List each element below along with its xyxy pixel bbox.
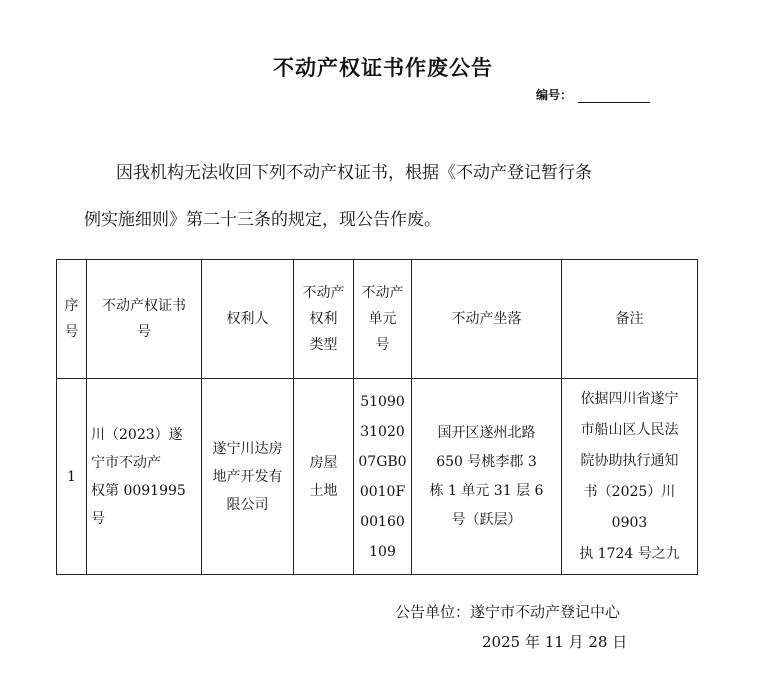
cell-unit-no: 51090 31020 07GB0 0010F 00160 109: [354, 379, 412, 575]
document-number-blank: [578, 90, 650, 103]
body-line-2: 例实施细则》第二十三条的规定，现公告作废。: [84, 210, 441, 230]
header-cert-no: 不动产权证书 号: [87, 260, 202, 379]
cell-cert-no: 川（2023）遂 宁市不动产 权第 0091995 号: [87, 379, 202, 575]
issue-date: 2025 年 11 月 28 日: [482, 633, 628, 651]
document-number-label: 编号：: [536, 88, 573, 102]
cell-remark: 依据四川省遂宁 市船山区人民法 院协助执行通知 书（2025）川 0903 执 1724 号之九: [562, 379, 698, 575]
header-right-type: 不动产 权利 类型: [294, 260, 354, 379]
cell-right-type: 房屋 土地: [294, 379, 354, 575]
cell-location: 国开区遂州北路 650 号桃李郡 3 栋 1 单元 31 层 6 号（跃层）: [412, 379, 562, 575]
header-remark: 备注: [562, 260, 698, 379]
body-line-1: 因我机构无法收回下列不动产权证书，根据《不动产登记暂行条: [116, 163, 592, 183]
table-row: [57, 379, 698, 575]
header-holder: 权利人: [202, 260, 294, 379]
header-unit-no: 不动产 单元 号: [354, 260, 412, 379]
header-location: 不动产坐落: [412, 260, 562, 379]
header-seq: 序 号: [57, 260, 87, 379]
document-number: [536, 86, 650, 103]
cell-holder: 遂宁川达房 地产开发有 限公司: [202, 379, 294, 575]
cell-seq: 1: [57, 379, 87, 575]
notice-title: 不动产权证书作废公告: [273, 56, 493, 80]
issuing-unit: 公告单位：遂宁市不动产登记中心: [395, 603, 621, 621]
table-header-row: [57, 260, 698, 379]
certificate-table: [56, 259, 698, 575]
